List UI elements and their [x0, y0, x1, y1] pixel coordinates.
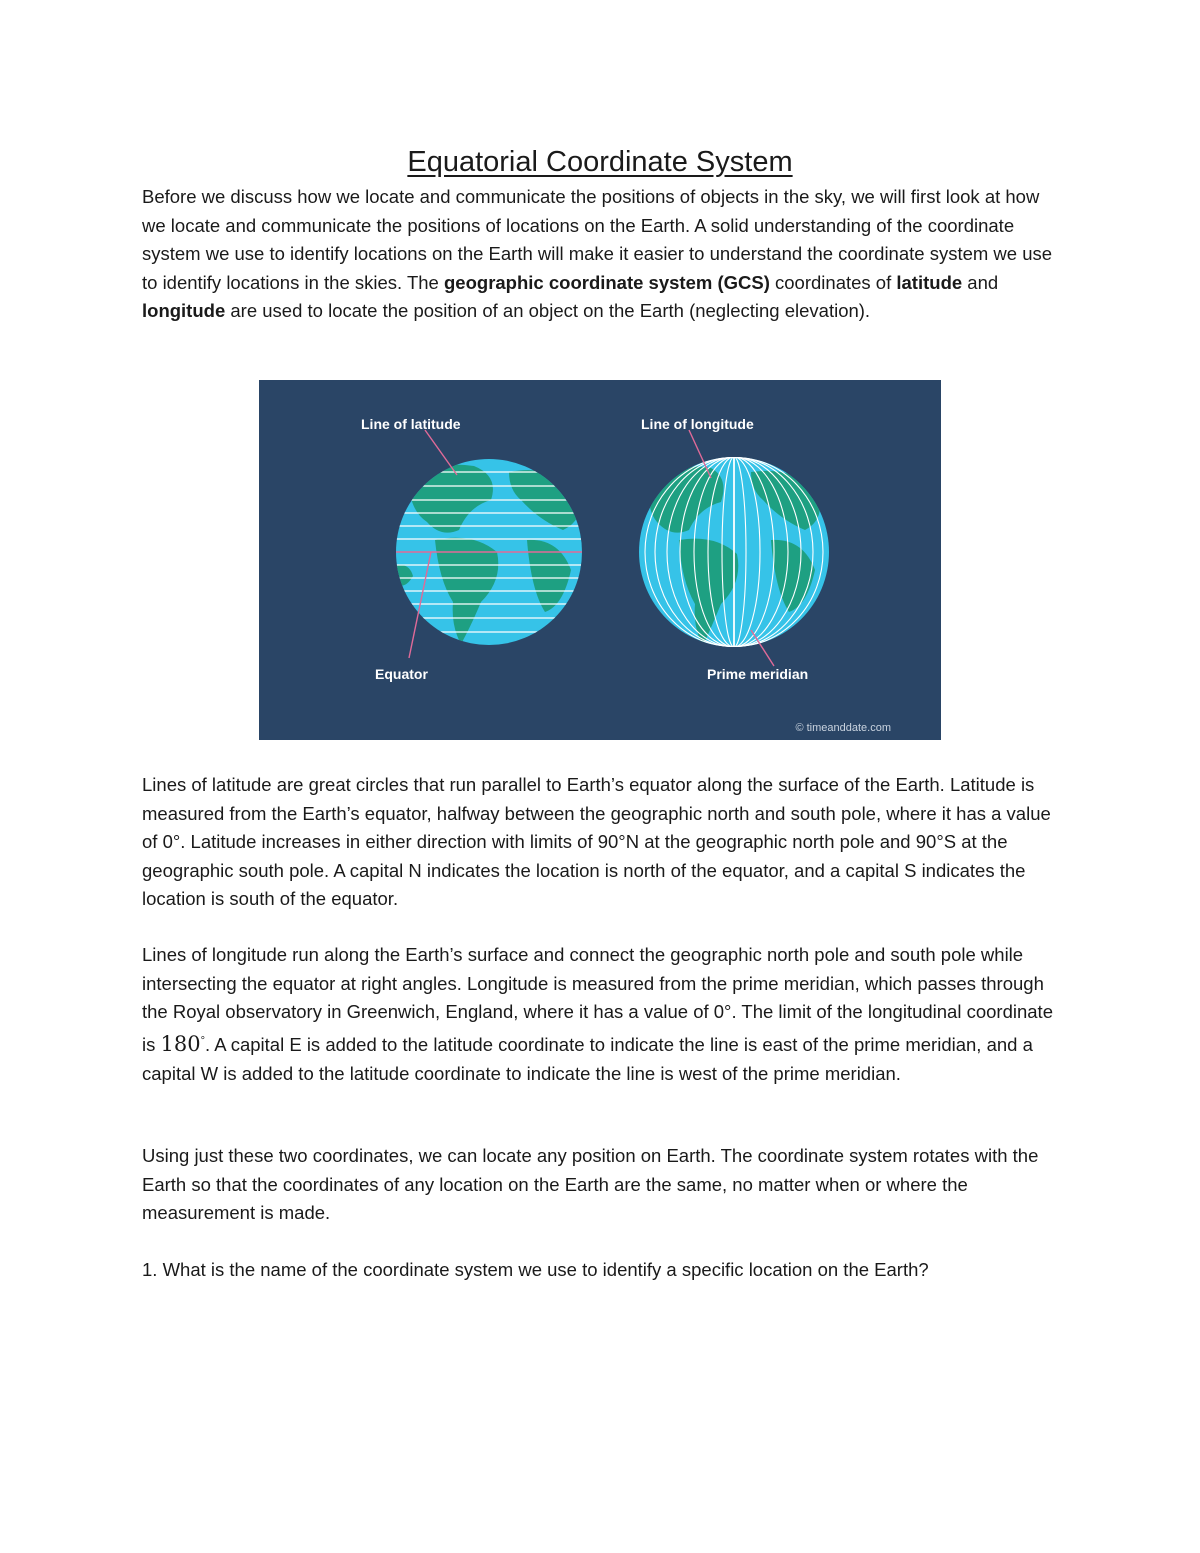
label-line-of-latitude: Line of latitude [361, 416, 461, 432]
page-title: Equatorial Coordinate System [407, 146, 793, 178]
term-gcs: geographic coordinate system (GCS) [444, 271, 770, 293]
intro-text-end: are used to locate the position of an object on the Earth (neglecting elevation). [225, 300, 871, 322]
summary-paragraph: Using just these two coordinates, we can locate any position on Earth. The coordinate system rotates with the Earth so that the coordinates of any location on the Earth are the same, no matter when or where the measurement is made. [142, 1145, 1039, 1224]
latitude-globe [389, 430, 589, 658]
longitude-globe [639, 430, 829, 666]
label-line-of-longitude: Line of longitude [641, 416, 754, 432]
label-equator: Equator [375, 666, 428, 682]
intro-paragraph [142, 183, 1062, 326]
longitude-text-end: . A capital E is added to the latitude coordinate to indicate the line is east of the prime meridian, and a capital W is added to the latitude coordinate to indicate the line is west of the prime meridian. [142, 1033, 1033, 1084]
question-1: 1. What is the name of the coordinate system we use to identify a specific location on the Earth? [142, 1259, 929, 1280]
term-longitude: longitude [142, 300, 226, 322]
image-credit: © timeanddate.com [795, 722, 891, 734]
longitude-limit-unit: ° [200, 1034, 205, 1047]
intro-text-mid2: and [962, 271, 999, 293]
term-latitude: latitude [896, 271, 963, 293]
latitude-paragraph: Lines of latitude are great circles that run parallel to Earth’s equator along the surface of the Earth. Latitude is measured from the Earth’s equator, halfway between the geographic north and south pole, where it has a value of 0°. Latitude increases in either direction with limits of 90°N at the geographic north pole and 90°S at the geographic south pole. A capital N indicates the location is north of the equator, and a capital S indicates the location is south of the equator. [142, 774, 1051, 910]
longitude-limit-value: 180 [160, 1031, 201, 1056]
intro-text-start: Before we discuss how we locate and communicate the positions of objects in the sky, we will first look at how we locate and communicate the positions of locations on the Earth. A solid understanding of the coordinate system we use to identify locations on the Earth will make it easier to understand the coordinate system we use to identify locations in the skies. The [142, 186, 1053, 293]
globe-figure [259, 380, 941, 740]
longitude-paragraph [142, 941, 1062, 1088]
globes-illustration [259, 380, 941, 740]
intro-text-mid1: coordinates of [769, 271, 897, 293]
label-prime-meridian: Prime meridian [707, 666, 809, 682]
longitude-text-start: Lines of longitude run along the Earth’s surface and connect the geographic north pole and south pole while intersecting the equator at right angles. Longitude is measured from the prime meridian, which passes through the Royal observatory in Greenwich, England, where it has a value of 0°. The limit of the longitudinal coordinate is [142, 944, 1053, 1055]
